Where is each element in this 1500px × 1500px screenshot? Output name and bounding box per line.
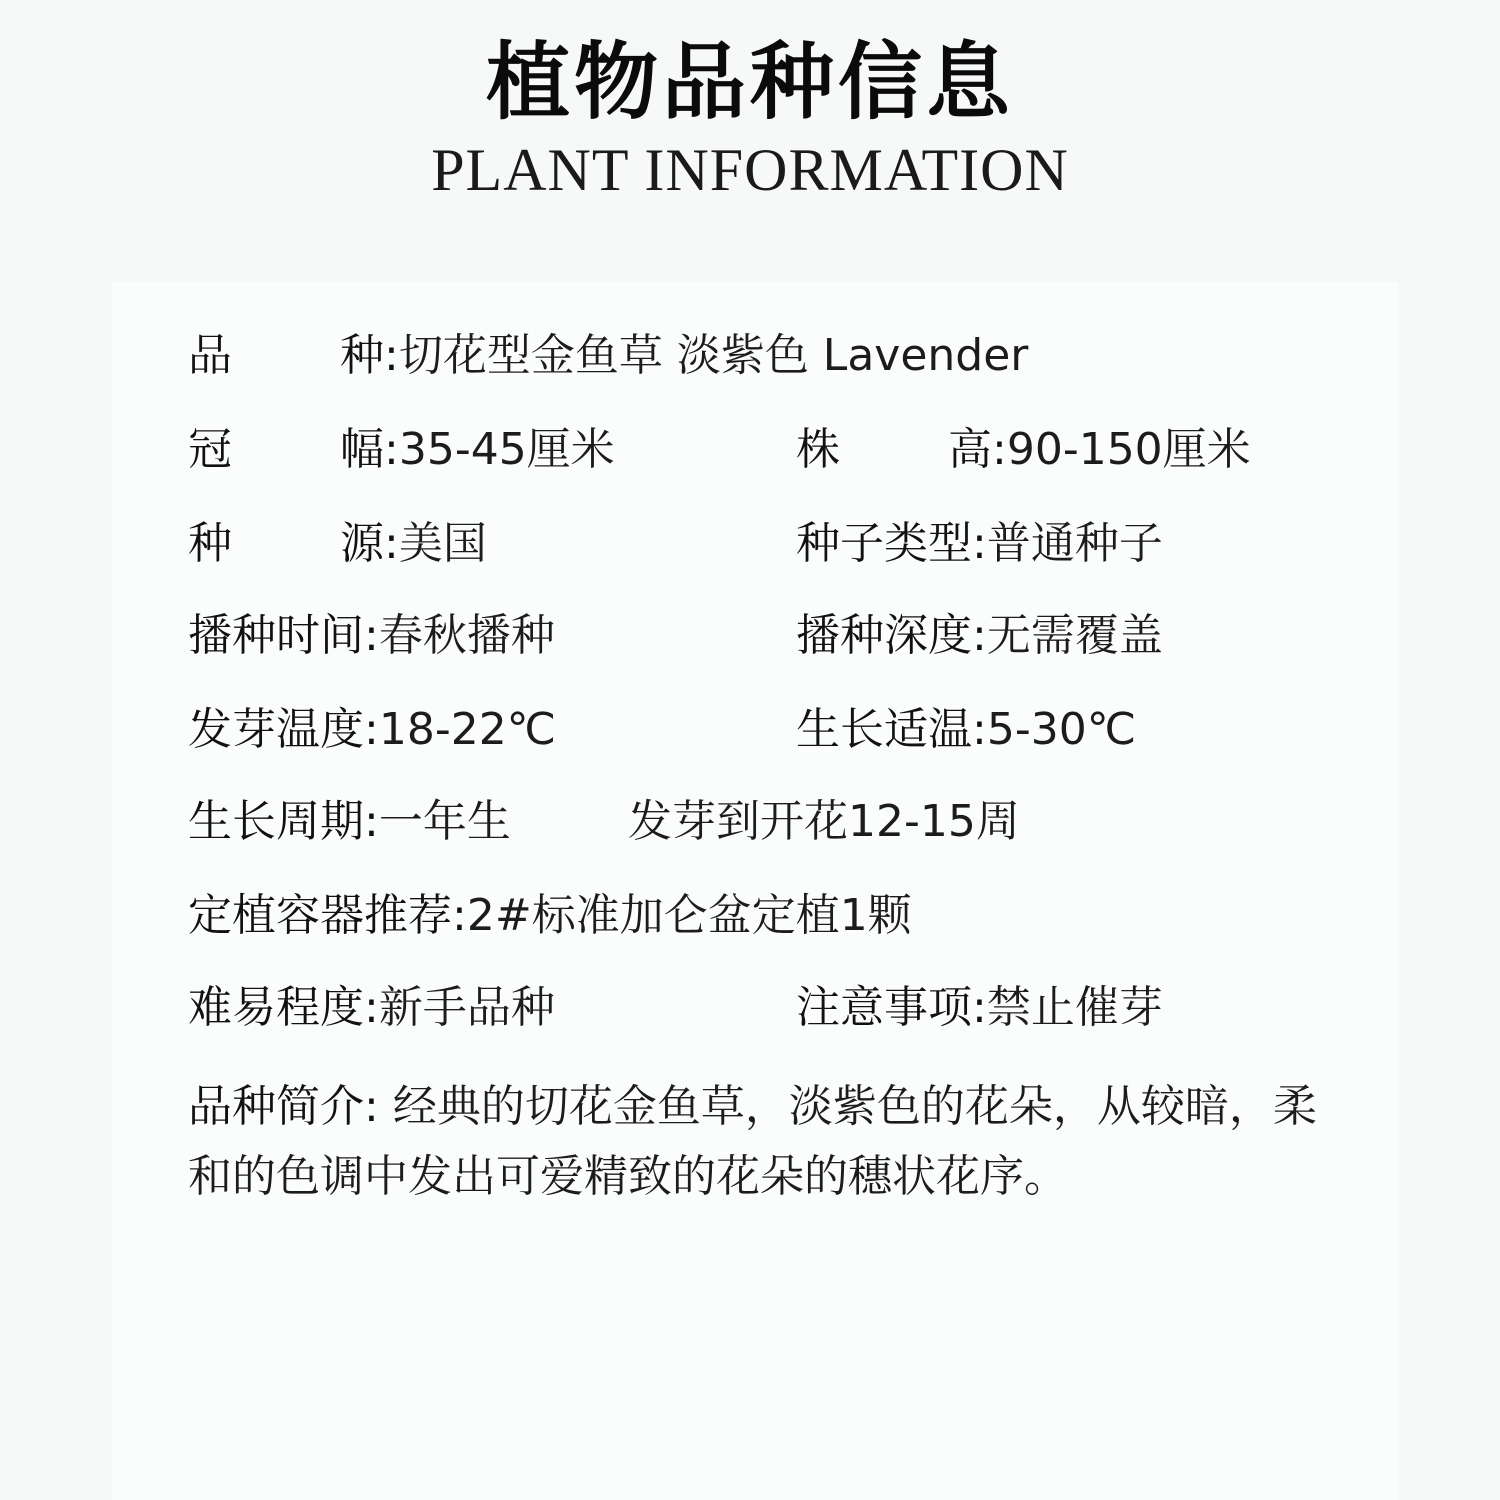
sowing-time-value: 春秋播种 [378, 610, 555, 661]
variety-label-part-b: 种 [340, 330, 384, 381]
origin-label-part-a: 种 [188, 518, 232, 569]
crown-item [188, 420, 615, 480]
sowing-depth-label: 播种深度 [796, 610, 972, 661]
colon: : [972, 704, 987, 755]
colon: : [364, 610, 379, 661]
germ-temp-item [188, 700, 556, 760]
container-label: 定植容器推荐 [188, 890, 452, 941]
origin-value: 美国 [398, 518, 487, 569]
crown-label-part-b: 幅 [340, 424, 384, 475]
container-value: 2#标准加仑盆定植1颗 [466, 890, 912, 941]
height-label-part-a: 株 [796, 424, 840, 475]
colon: : [972, 982, 987, 1033]
origin-label-part-b: 源 [340, 518, 384, 569]
intro-label: 品种简介 [188, 1081, 364, 1132]
colon: : [384, 424, 399, 475]
seed-type-item [796, 514, 1163, 574]
colon: : [364, 1081, 379, 1132]
cycle-extra-value: 发芽到开花12-15周 [628, 796, 1020, 847]
difficulty-item [188, 978, 555, 1038]
origin-item [188, 514, 487, 574]
header [0, 0, 1500, 270]
cycle-extra-item [628, 792, 1020, 852]
grow-temp-label: 生长适温 [796, 704, 972, 755]
origin-label [188, 514, 384, 574]
crown-label-part-a: 冠 [188, 424, 232, 475]
sowing-time-item [188, 606, 555, 666]
cycle-label: 生长周期 [188, 796, 364, 847]
notes-label: 注意事项 [796, 982, 972, 1033]
variety-label-part-a: 品 [188, 330, 232, 381]
variety-item [188, 326, 1028, 386]
page-title: 植物品种信息 [485, 33, 1014, 131]
colon: : [384, 330, 399, 381]
colon: : [364, 796, 379, 847]
variety-label [188, 326, 384, 386]
variety-value: 切花型金鱼草 淡紫色 Lavender [398, 330, 1029, 381]
container-item [188, 886, 912, 946]
germ-temp-value: 18-22℃ [378, 704, 557, 755]
sowing-depth-value: 无需覆盖 [986, 610, 1163, 661]
colon: : [972, 518, 987, 569]
height-label-part-b: 高 [948, 424, 992, 475]
sowing-time-label: 播种时间 [188, 610, 364, 661]
difficulty-value: 新手品种 [378, 982, 555, 1033]
page-subtitle: PLANT INFORMATION [431, 137, 1069, 203]
colon: : [972, 610, 987, 661]
cycle-value: 一年生 [378, 796, 511, 847]
height-item [796, 420, 1251, 480]
notes-item [796, 978, 1163, 1038]
seed-type-label: 种子类型 [796, 518, 972, 569]
sowing-depth-item [796, 606, 1163, 666]
colon: : [452, 890, 467, 941]
crown-label [188, 420, 384, 480]
grow-temp-value: 5-30℃ [986, 704, 1137, 755]
cycle-item [188, 792, 511, 852]
colon: : [364, 704, 379, 755]
germ-temp-label: 发芽温度 [188, 704, 364, 755]
notes-value: 禁止催芽 [986, 982, 1163, 1033]
height-value: 90-150厘米 [1006, 424, 1251, 475]
colon: : [384, 518, 399, 569]
variety-intro [188, 1072, 1318, 1212]
intro-value: 经典的切花金鱼草，淡紫色的花朵，从较暗，柔和的色调中发出可爱精致的花朵的穗状花序。 [188, 1081, 1317, 1202]
seed-type-value: 普通种子 [986, 518, 1163, 569]
colon: : [992, 424, 1007, 475]
grow-temp-item [796, 700, 1136, 760]
height-label [796, 420, 992, 480]
difficulty-label: 难易程度 [188, 982, 364, 1033]
colon: : [364, 982, 379, 1033]
crown-value: 35-45厘米 [398, 424, 615, 475]
